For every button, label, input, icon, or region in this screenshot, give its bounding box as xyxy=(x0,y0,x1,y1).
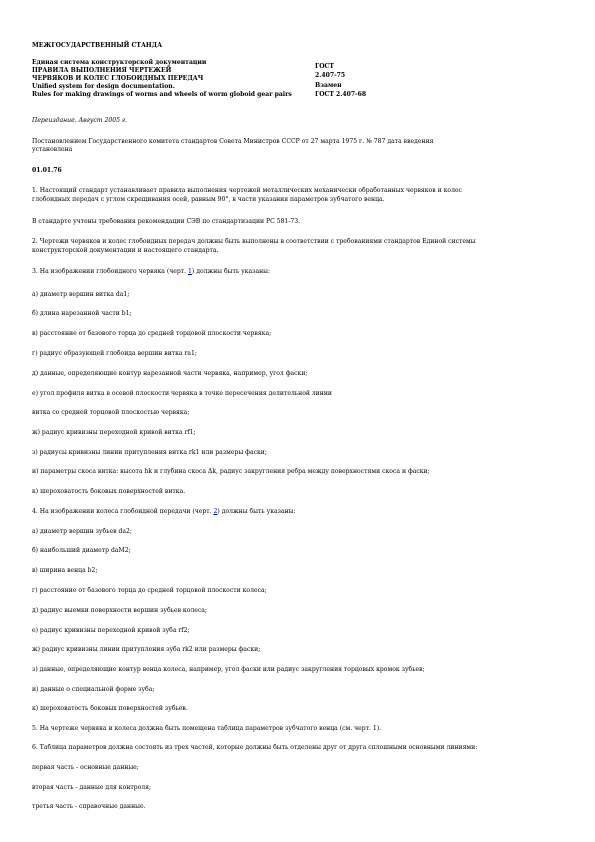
title-left-line-3: ЧЕРВЯКОВ И КОЛЕС ГЛОБОИДНЫХ ПЕРЕДАЧ xyxy=(32,75,204,82)
para-4-suffix: ) должны быть указаны: xyxy=(217,508,296,515)
para-1b: В стандарте учтены требования рекомендации СЭВ по стандартизации РС 581-73. xyxy=(32,218,301,225)
para-4-prefix: 4. На изображении колеса глобоидной передачи (черт. xyxy=(32,508,214,515)
title-right-line-1: ГОСТ xyxy=(315,63,334,70)
list-item: г) расстояние от базового торца до средней торцовой плоскости колеса; xyxy=(32,587,267,594)
list-item: з) радиусы кривизны линии притупления витка rk1 или размеры фаски; xyxy=(32,449,267,456)
reissue-note: Переиздание. Август 2005 г. xyxy=(32,117,127,124)
list-item: е) радиус кривизны переходной кривой зуба rf2; xyxy=(32,627,190,634)
para-1-line-2: глобоидных передач с углом скрещивания осей, равным 90°, в части указания параметров зубчатого венца. xyxy=(32,196,385,203)
list-item: д) радиус выемки поверхности вершин зубьев колеса; xyxy=(32,607,207,614)
para-3-prefix: 3. На изображении глобоидного червяка (черт. xyxy=(32,268,188,275)
title-left-line-5: Rules for making drawings of worms and wheels of worm globoid gear pairs xyxy=(32,91,292,98)
para-2-line-1: 2. Чертежи червяков и колес глобоидных передач должны быть выполнены в соответствии с требованиями стандартов Единой системы xyxy=(32,238,476,245)
list-item: в) ширина венца b2; xyxy=(32,567,98,574)
gost-number: 2.407-75 xyxy=(315,72,346,79)
para-3 xyxy=(32,268,270,276)
title-left-line-2: ПРАВИЛА ВЫПОЛНЕНИЯ ЧЕРТЕЖЕЙ xyxy=(32,67,172,74)
para-5: 5. На чертеже червяка и колеса должна быть помещена таблица параметров зубчатого венца (см. черт. 1). xyxy=(32,725,382,732)
list-item: ж) радиус кривизны переходной кривой витка rf1; xyxy=(32,429,196,436)
list-item: а) диаметр вершин витка da1; xyxy=(32,291,130,298)
list-item: и) данные о специальной форме зуба; xyxy=(32,686,155,693)
list-item: витка со средней торцовой плоскостью червяка; xyxy=(32,409,190,416)
org-header: МЕЖГОСУДАРСТВЕННЫЙ СТАНДА xyxy=(32,42,163,49)
para-1-line-1: 1. Настоящий стандарт устанавливает правила выполнения чертежей металлических механически обработанных червяков и колес xyxy=(32,187,462,194)
list-item: д) данные, определяющие контур нарезанной части червяка, например, угол фаски; xyxy=(32,370,308,377)
para-6: 6. Таблица параметров должна состоять из трех частей, которые должны быть отделены друг от друга сплошными основными линиями: xyxy=(32,744,478,751)
list-item: б) наибольший диаметр daM2; xyxy=(32,547,131,554)
para-3-suffix: ) должны быть указаны: xyxy=(191,268,271,275)
decree-line-1: Постановлением Государственного комитета стандартов Совета Министров СССР от 27 марта 1975 г. № 787 дата введения xyxy=(32,138,434,145)
decree-line-2: установлена xyxy=(32,146,73,153)
para-4 xyxy=(32,508,296,516)
drawing-2-link[interactable]: 2 xyxy=(213,508,218,515)
list-item: и) параметры скоса витка: высота hk и глубина скоса Δk, радиус закругления ребра между поверхностями скоса и фаски; xyxy=(32,468,430,475)
title-left-line-4: Unified system for design documentation. xyxy=(32,83,175,90)
drawing-1-link[interactable]: 1 xyxy=(188,268,192,275)
list-item: ж) радиус кривизны линии притупления зуба rk2 или размеры фаски; xyxy=(32,646,261,653)
list-item: г) радиус образующей глобоида вершин витка ra1; xyxy=(32,350,197,357)
effective-date: 01.01.76 xyxy=(32,167,62,174)
list-item: з) данные, определяющие контур венца колеса, например, угол фаски или радиус закругления торцовых кромок зубьев; xyxy=(32,666,425,673)
list-item: третья часть - справочные данные. xyxy=(32,803,146,810)
replaced-gost: ГОСТ 2.407-68 xyxy=(315,91,367,98)
list-item: в) расстояние от базового торца до средней торцовой плоскости червяка; xyxy=(32,330,272,337)
list-item: первая часть - основные данные; xyxy=(32,764,139,771)
list-item: б) длина нарезанной части b1; xyxy=(32,310,132,317)
list-item: к) шероховатость боковых поверхностей зубьев. xyxy=(32,705,188,712)
title-right-line-3: Взамен xyxy=(315,82,342,89)
list-item: вторая часть - данные для контроля; xyxy=(32,784,152,791)
list-item: е) угол профиля витка в осевой плоскости червяка в точке пересечения делительной линии xyxy=(32,390,332,397)
list-item: к) шероховатость боковых поверхностей витка. xyxy=(32,488,186,495)
list-item: а) диаметр вершин зубьев da2; xyxy=(32,528,132,535)
title-left-line-1: Единая система конструкторской документации xyxy=(32,59,207,66)
para-2-line-2: конструкторской документации и настоящего стандарта. xyxy=(32,247,219,254)
